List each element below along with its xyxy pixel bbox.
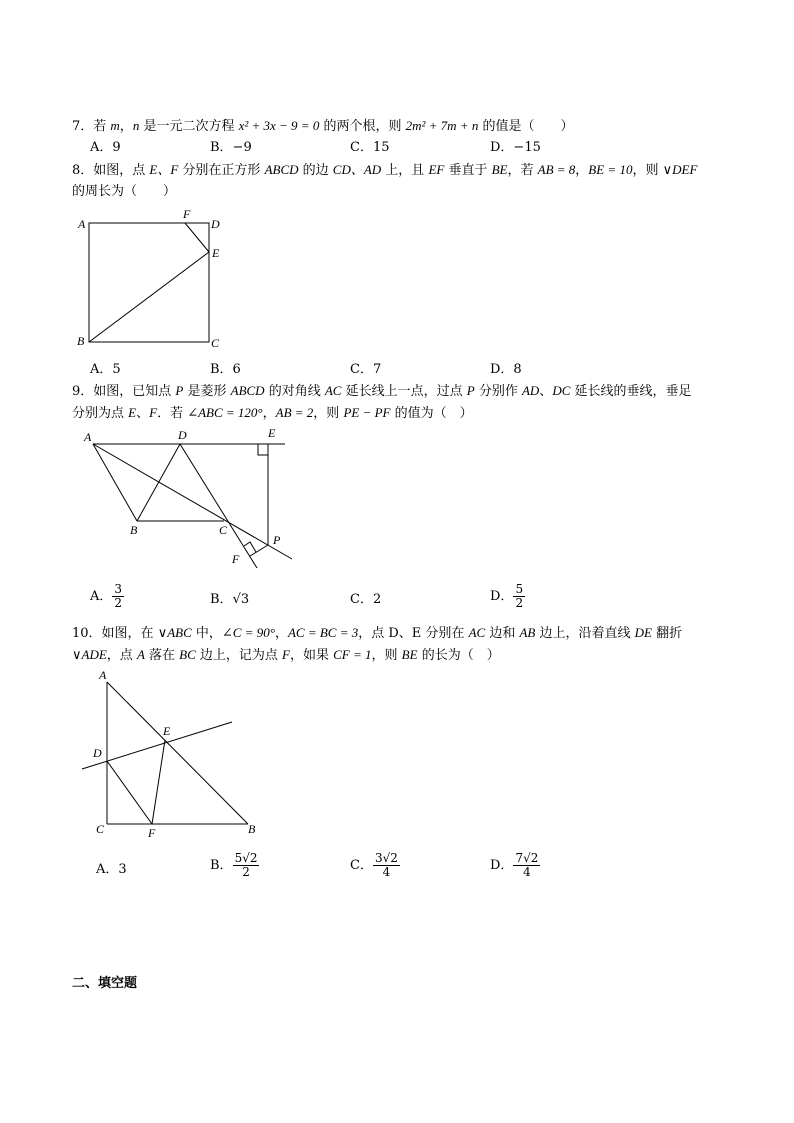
q10-line-de bbox=[82, 722, 232, 769]
q9-label-p: P bbox=[273, 533, 281, 547]
q7-equation: x² + 3x − 9 = 0 bbox=[238, 118, 320, 133]
q8-stem-line2: 的周长为（ ） bbox=[72, 184, 177, 199]
q10-segment-df bbox=[107, 761, 152, 824]
q10-label-b: B bbox=[248, 822, 256, 836]
q9-label-d: D bbox=[178, 428, 187, 442]
q8-label-e: E bbox=[212, 246, 220, 260]
q8-label-b: B bbox=[77, 334, 85, 348]
q10-label-c: C bbox=[96, 822, 105, 836]
q8-label-a: A bbox=[78, 217, 86, 231]
q8-label-d: D bbox=[211, 217, 220, 231]
q9-label-c: C bbox=[219, 523, 228, 537]
q7-stem: 7．若 m，n 是一元二次方程 x² + 3x − 9 = 0 的两个根，则 2m² + 7m + n 的值是（ ） bbox=[72, 118, 574, 134]
q8-label-f: F bbox=[183, 207, 191, 221]
q10-stem-line1: 10．如图，在 ∨ABC 中，∠C = 90°，AC = BC = 3，点 D、E 分别在 AC 边和 AB 边上，沿着直线 DE 翻折 bbox=[72, 625, 683, 641]
q10-option-c[interactable]: C． $\frac{3√2}{4}$ bbox=[350, 851, 398, 880]
q8-stem-line1: 8．如图，点 E、F 分别在正方形 ABCD 的边 CD、AD 上，且 EF 垂直于 BE，若 AB = 8，BE = 10，则 ∨DEF bbox=[72, 162, 698, 178]
q10-label-a: A bbox=[99, 668, 107, 682]
q10-segment-ef bbox=[152, 740, 165, 824]
q10-option-d[interactable]: D． $\frac{7√2}{4}$ bbox=[490, 851, 539, 880]
q9-label-e: E bbox=[268, 426, 276, 440]
q8-label-c: C bbox=[211, 336, 220, 350]
q9-option-b[interactable]: B．√3 bbox=[210, 592, 250, 607]
q7-option-b[interactable]: B．−9 bbox=[210, 140, 252, 155]
q7-option-c[interactable]: C．15 bbox=[350, 140, 390, 155]
q9-stem-line1: 9．如图，已知点 P 是菱形 ABCD 的对角线 AC 延长线上一点，过点 P 分别作 AD、DC 延长线的垂线，垂足 bbox=[72, 383, 692, 399]
q8-option-c[interactable]: C．7 bbox=[350, 362, 382, 377]
q9-option-c[interactable]: C．2 bbox=[350, 592, 382, 607]
q8-option-a[interactable]: A．5 bbox=[90, 362, 121, 377]
q10-option-b[interactable]: B． $\frac{5√2}{2}$ bbox=[210, 851, 258, 880]
q8-option-d[interactable]: D．8 bbox=[490, 362, 522, 377]
q9-label-f: F bbox=[232, 552, 240, 566]
q10-label-e: E bbox=[163, 724, 171, 738]
q9-label-a: A bbox=[84, 430, 92, 444]
q9-option-d[interactable]: D． $\frac{5}{2}$ bbox=[490, 582, 524, 611]
q7-expression: 2m² + 7m + n bbox=[405, 118, 479, 133]
q10-stem-line2: ∨ADE，点 A 落在 BC 边上，记为点 F，如果 CF = 1，则 BE 的长为（ ） bbox=[72, 647, 500, 663]
q10-label-f: F bbox=[148, 826, 156, 840]
section-fill-in-blank-heading: 二、填空题 bbox=[72, 976, 138, 991]
q8-option-b[interactable]: B．6 bbox=[210, 362, 241, 377]
q10-option-a[interactable]: A．3 bbox=[96, 862, 127, 877]
q10-label-d: D bbox=[93, 746, 102, 760]
q10-segment-ab bbox=[107, 682, 248, 824]
q9-stem-line2: 分别为点 E、F．若 ∠ABC = 120°，AB = 2，则 PE − PF 的值为（ ） bbox=[72, 405, 473, 421]
q9-option-a[interactable]: A． $\frac{3}{2}$ bbox=[90, 582, 123, 611]
q7-option-d[interactable]: D．−15 bbox=[490, 140, 541, 155]
q7-option-a[interactable]: A．9 bbox=[90, 140, 121, 155]
q9-label-b: B bbox=[130, 523, 138, 537]
